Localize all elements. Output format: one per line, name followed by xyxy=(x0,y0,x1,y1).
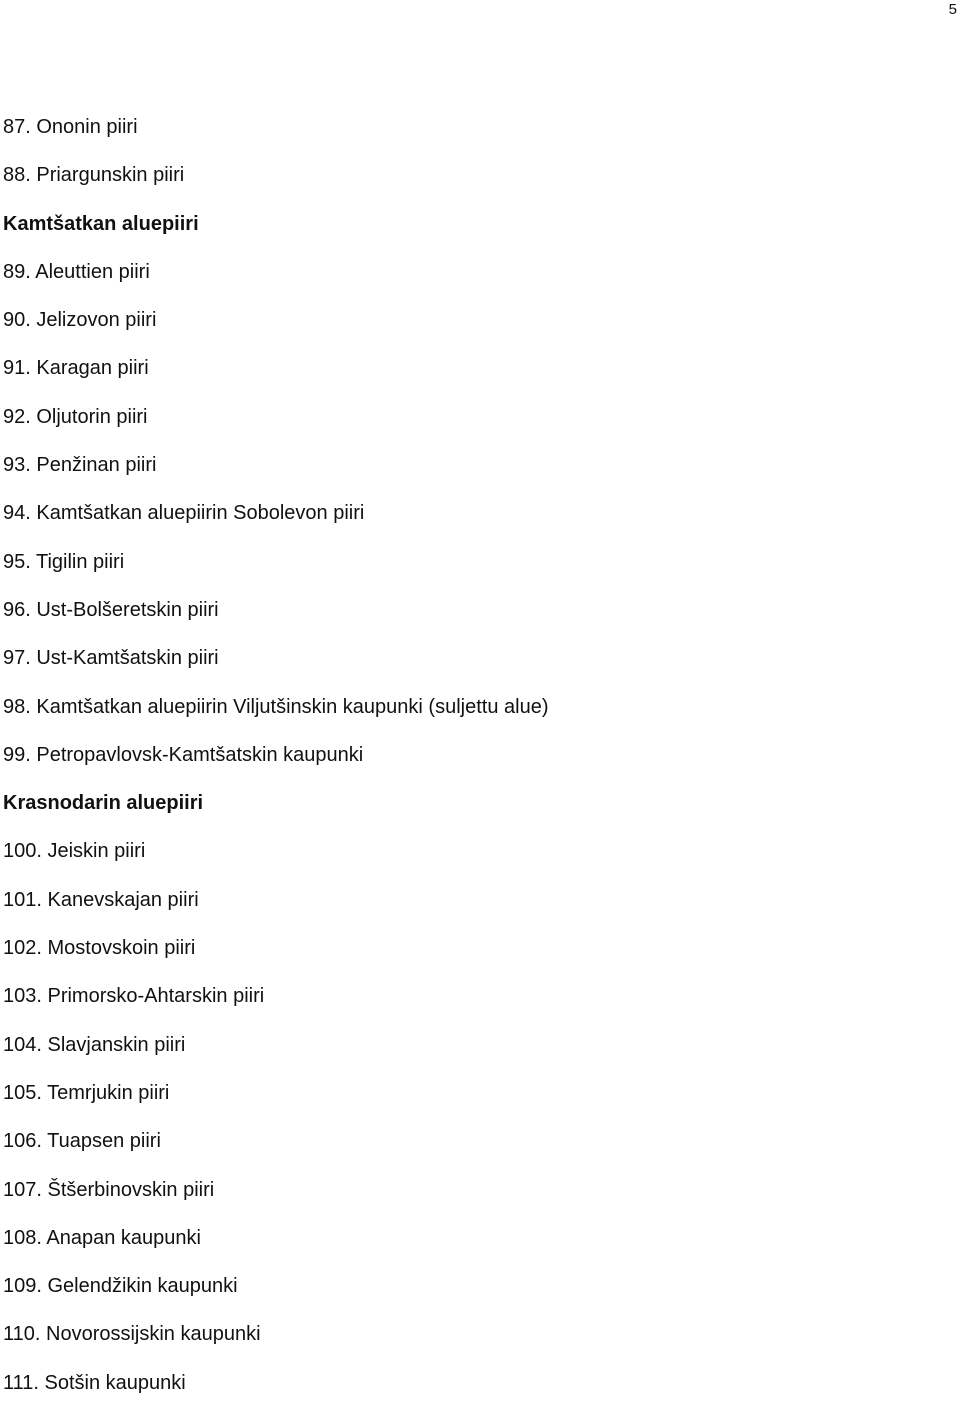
list-item: 105. Temrjukin piiri xyxy=(3,1081,170,1104)
list-item: 91. Karagan piiri xyxy=(3,357,149,380)
list-item: 87. Ononin piiri xyxy=(3,116,138,138)
list-item: 95. Tigilin piiri xyxy=(3,550,125,573)
list-item: 90. Jelizovon piiri xyxy=(3,309,157,332)
list-item: 93. Penžinan piiri xyxy=(3,454,157,477)
list-item: 101. Kanevskajan piiri xyxy=(3,888,199,911)
section-heading: Krasnodarin aluepiiri xyxy=(3,792,204,815)
list-item: 111. Sotšin kaupunki xyxy=(3,1371,186,1394)
list-item: 109. Gelendžikin kaupunki xyxy=(3,1275,238,1298)
list-item: 110. Novorossijskin kaupunki xyxy=(3,1323,261,1346)
list-item: 88. Priargunskin piiri xyxy=(3,164,185,187)
list-item: 103. Primorsko-Ahtarskin piiri xyxy=(3,985,265,1008)
section-heading: Kamtšatkan aluepiiri xyxy=(3,212,199,235)
list-item: 97. Ust-Kamtšatskin piiri xyxy=(3,647,219,670)
list-item: 108. Anapan kaupunki xyxy=(3,1226,201,1249)
list-item: 102. Mostovskoin piiri xyxy=(3,937,196,960)
list-item: 92. Oljutorin piiri xyxy=(3,405,148,428)
list-item: 94. Kamtšatkan aluepiirin Sobolevon piiri xyxy=(3,502,365,525)
list-item: 89. Aleuttien piiri xyxy=(3,260,150,283)
list-item: 107. Štšerbinovskin piiri xyxy=(3,1178,215,1201)
list-item: 99. Petropavlovsk-Kamtšatskin kaupunki xyxy=(3,743,364,766)
list-item: 100. Jeiskin piiri xyxy=(3,840,146,863)
list-item: 106. Tuapsen piiri xyxy=(3,1130,161,1153)
district-list xyxy=(3,113,548,1417)
list-item: 96. Ust-Bolšeretskin piiri xyxy=(3,598,219,621)
list-item: 98. Kamtšatkan aluepiirin Viljutšinskin kaupunki (suljettu alue) xyxy=(3,695,549,718)
list-item: 104. Slavjanskin piiri xyxy=(3,1033,186,1056)
page-number: 5 xyxy=(948,1,957,18)
